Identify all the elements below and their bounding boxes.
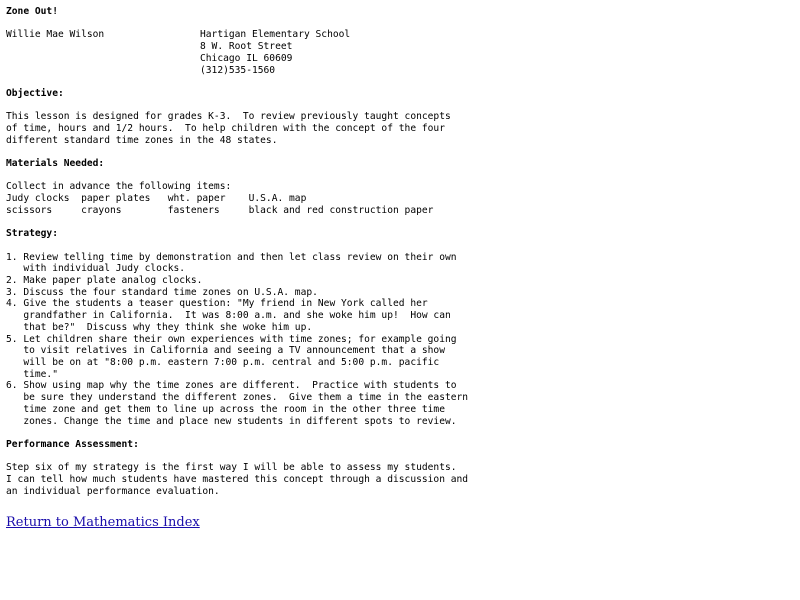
strategy-line: 1. Review telling time by demonstration and then let class review on their own (6, 251, 457, 263)
school-phone: (312)535-1560 (200, 64, 276, 76)
spacer (6, 18, 794, 30)
strategy-line: with individual Judy clocks. (6, 263, 186, 275)
strategy-line: that be?" Discuss why they think she woke him up. (6, 321, 313, 333)
objective-body (6, 111, 794, 146)
objective-line: different standard time zones in the 48 states. (6, 134, 278, 146)
assessment-body (6, 462, 794, 497)
materials-line: Judy clocks paper plates wht. paper U.S.A. map (6, 193, 307, 205)
spacer (6, 217, 794, 229)
strategy-line: 4. Give the students a teaser question: "My friend in New York called her (6, 298, 428, 310)
assessment-line: Step six of my strategy is the first way I will be able to assess my students. (6, 462, 457, 474)
strategy-line: 6. Show using map why the time zones are different. Practice with students to (6, 380, 457, 392)
objective-heading: Objective: (6, 87, 64, 99)
strategy-line: to visit relatives in California and seeing a TV announcement that a show (6, 345, 445, 357)
author-name: Willie Mae Wilson (6, 29, 105, 41)
strategy-line: time zone and get them to line up across the room in the other three time (6, 403, 445, 415)
materials-body (6, 181, 794, 216)
school-street: 8 W. Root Street (200, 41, 293, 53)
objective-line: This lesson is designed for grades K-3. To review previously taught concepts (6, 111, 451, 123)
strategy-line: 3. Discuss the four standard time zones on U.S.A. map. (6, 286, 318, 298)
strategy-line: time." (6, 368, 58, 380)
materials-line: Collect in advance the following items: (6, 181, 232, 193)
assessment-line: an individual performance evaluation. (6, 485, 220, 497)
strategy-line: be sure they understand the different zones. Give them a time in the eastern (6, 392, 469, 404)
materials-line: scissors crayons fasteners black and red construction paper (6, 204, 434, 216)
spacer (6, 427, 794, 439)
author-header (6, 29, 794, 76)
spacer (6, 170, 794, 182)
materials-heading: Materials Needed: (6, 158, 105, 170)
spacer (6, 240, 794, 252)
index-link-wrap (6, 513, 794, 531)
strategy-line: will be on at "8:00 p.m. eastern 7:00 p.m. central and 5:00 p.m. pacific (6, 356, 440, 368)
strategy-line: zones. Change the time and place new students in different spots to review. (6, 415, 457, 427)
spacer (6, 146, 794, 158)
strategy-heading: Strategy: (6, 228, 58, 240)
school-name: Hartigan Elementary School (200, 29, 351, 41)
school-city: Chicago IL 60609 (200, 52, 293, 64)
assessment-line: I can tell how much students have mastered this concept through a discussion and (6, 473, 469, 485)
spacer (6, 76, 794, 88)
strategy-list (6, 252, 794, 428)
strategy-line: 5. Let children share their own experiences with time zones; for example going (6, 333, 457, 345)
spacer (6, 451, 794, 463)
objective-line: of time, hours and 1/2 hours. To help children with the concept of the four (6, 122, 445, 134)
strategy-line: grandfather in California. It was 8:00 a.m. and she woke him up! How can (6, 310, 451, 322)
spacer (6, 100, 794, 112)
school-address (200, 29, 350, 76)
lesson-title: Zone Out! (6, 6, 58, 17)
return-to-index-link[interactable]: Return to Mathematics Index (6, 515, 200, 531)
assessment-heading: Performance Assessment: (6, 438, 139, 450)
strategy-line: 2. Make paper plate analog clocks. (6, 275, 203, 287)
